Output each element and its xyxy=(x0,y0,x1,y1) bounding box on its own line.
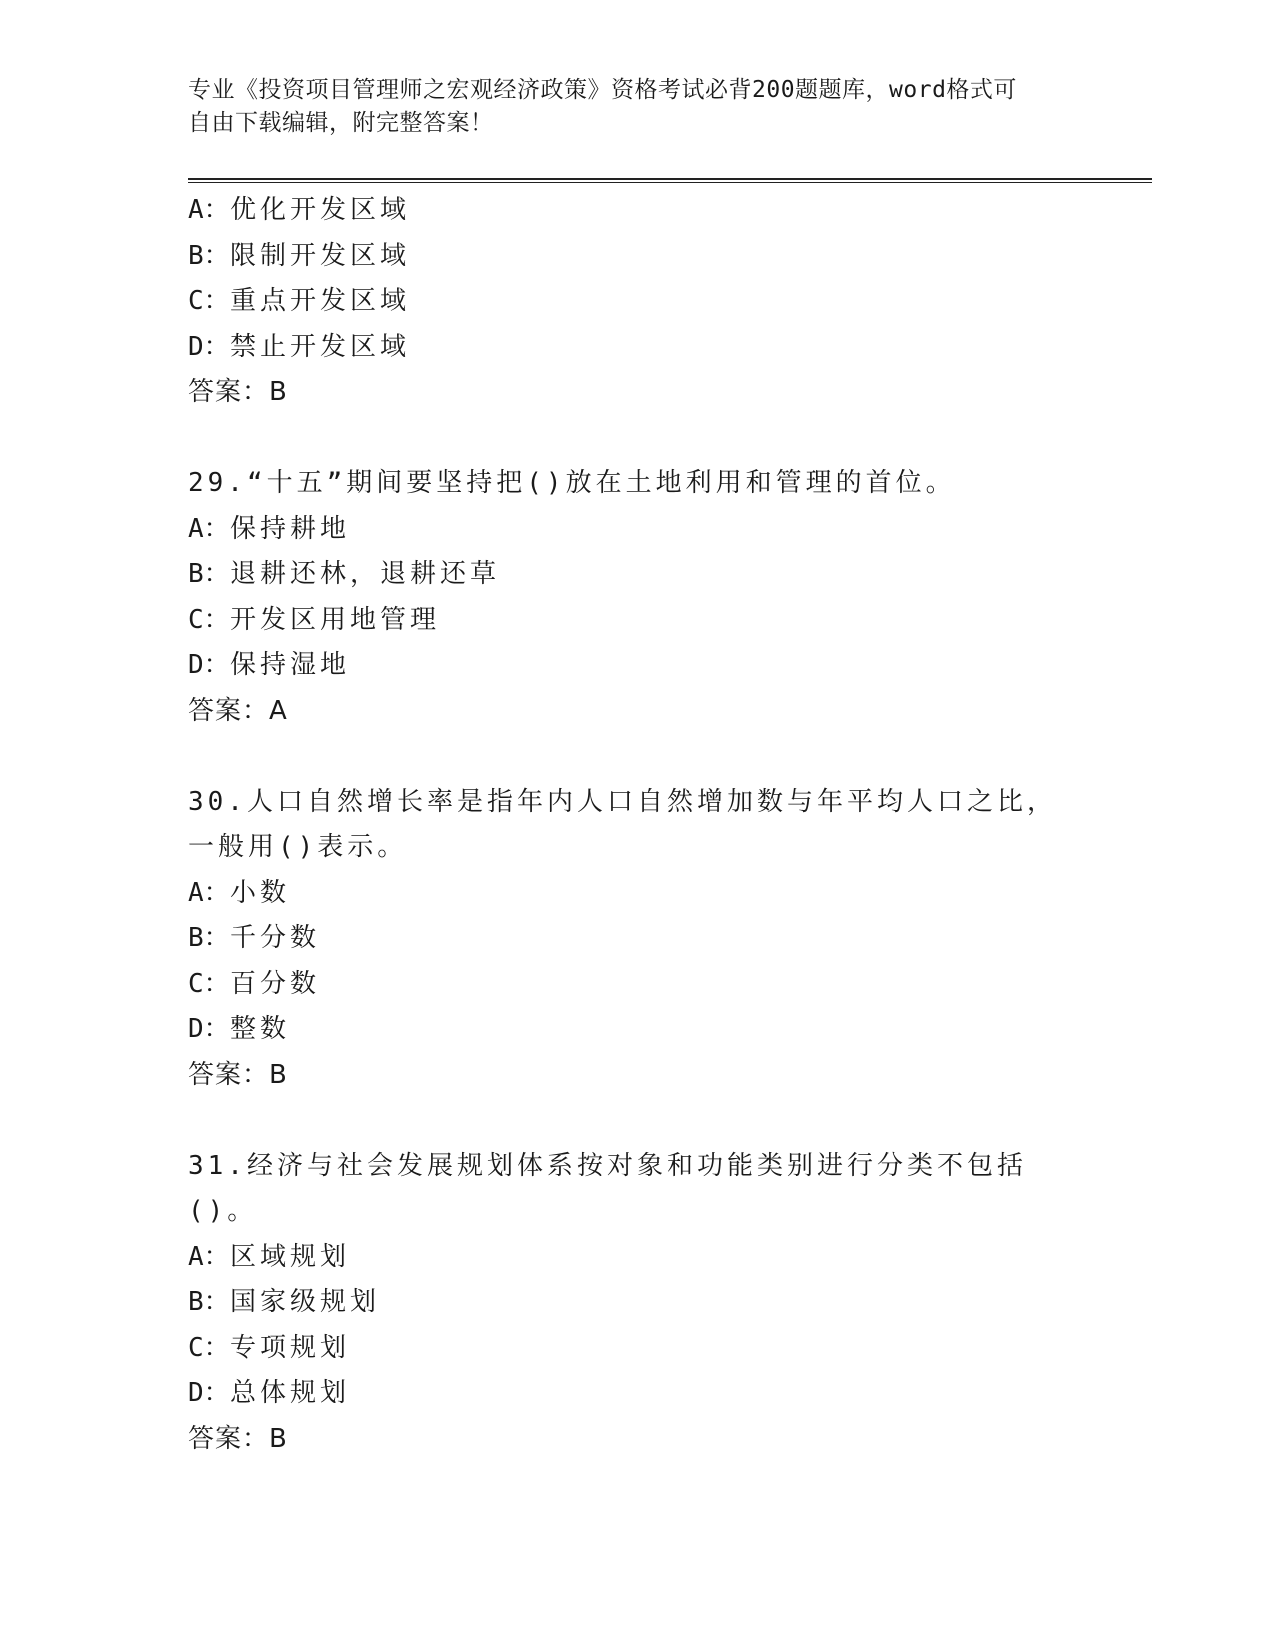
answer: 答案：A xyxy=(188,695,288,726)
header-line-2: 自由下载编辑，附完整答案！ xyxy=(188,110,494,136)
question-30 xyxy=(188,780,1148,1099)
question-list xyxy=(188,188,1148,1462)
option-a: A：小数 xyxy=(188,877,291,908)
option-a: A：优化开发区域 xyxy=(188,195,411,225)
option-c: C：重点开发区域 xyxy=(188,286,411,316)
option-b: B：限制开发区域 xyxy=(188,240,411,271)
option-a: A：保持耕地 xyxy=(188,513,351,544)
spacer xyxy=(188,416,1148,462)
question-31 xyxy=(188,1144,1148,1463)
option-a: A：区域规划 xyxy=(188,1241,351,1272)
answer: 答案：B xyxy=(188,1423,288,1454)
answer: 答案：B xyxy=(188,1059,288,1090)
option-d: D：禁止开发区域 xyxy=(188,331,411,362)
question-29 xyxy=(188,461,1148,734)
question-stem: 31.经济与社会发展规划体系按对象和功能类别进行分类不包括()。 xyxy=(188,1150,1027,1226)
option-d: D：整数 xyxy=(188,1014,291,1044)
question-stem: 29.“十五”期间要坚持把()放在土地利用和管理的首位。 xyxy=(188,468,956,498)
option-b: B：退耕还林，退耕还草 xyxy=(188,559,501,589)
option-c: C：专项规划 xyxy=(188,1332,351,1363)
option-d: D：保持湿地 xyxy=(188,650,351,680)
spacer xyxy=(188,734,1148,780)
option-c: C：百分数 xyxy=(188,968,321,999)
option-b: B：千分数 xyxy=(188,923,321,953)
spacer xyxy=(188,1098,1148,1144)
option-d: D：总体规划 xyxy=(188,1378,351,1408)
header-line-1: 专业《投资项目管理师之宏观经济政策》资格考试必背200题题库，word格式可 xyxy=(188,77,1017,103)
answer: 答案：B xyxy=(188,377,288,407)
question-stem: 30.人口自然增长率是指年内人口自然增加数与年平均人口之比，一般用()表示。 xyxy=(188,786,1057,862)
question-28 xyxy=(188,188,1148,416)
option-b: B：国家级规划 xyxy=(188,1287,381,1317)
document-header xyxy=(188,74,1068,140)
header-divider xyxy=(188,178,1152,183)
option-c: C：开发区用地管理 xyxy=(188,604,441,635)
